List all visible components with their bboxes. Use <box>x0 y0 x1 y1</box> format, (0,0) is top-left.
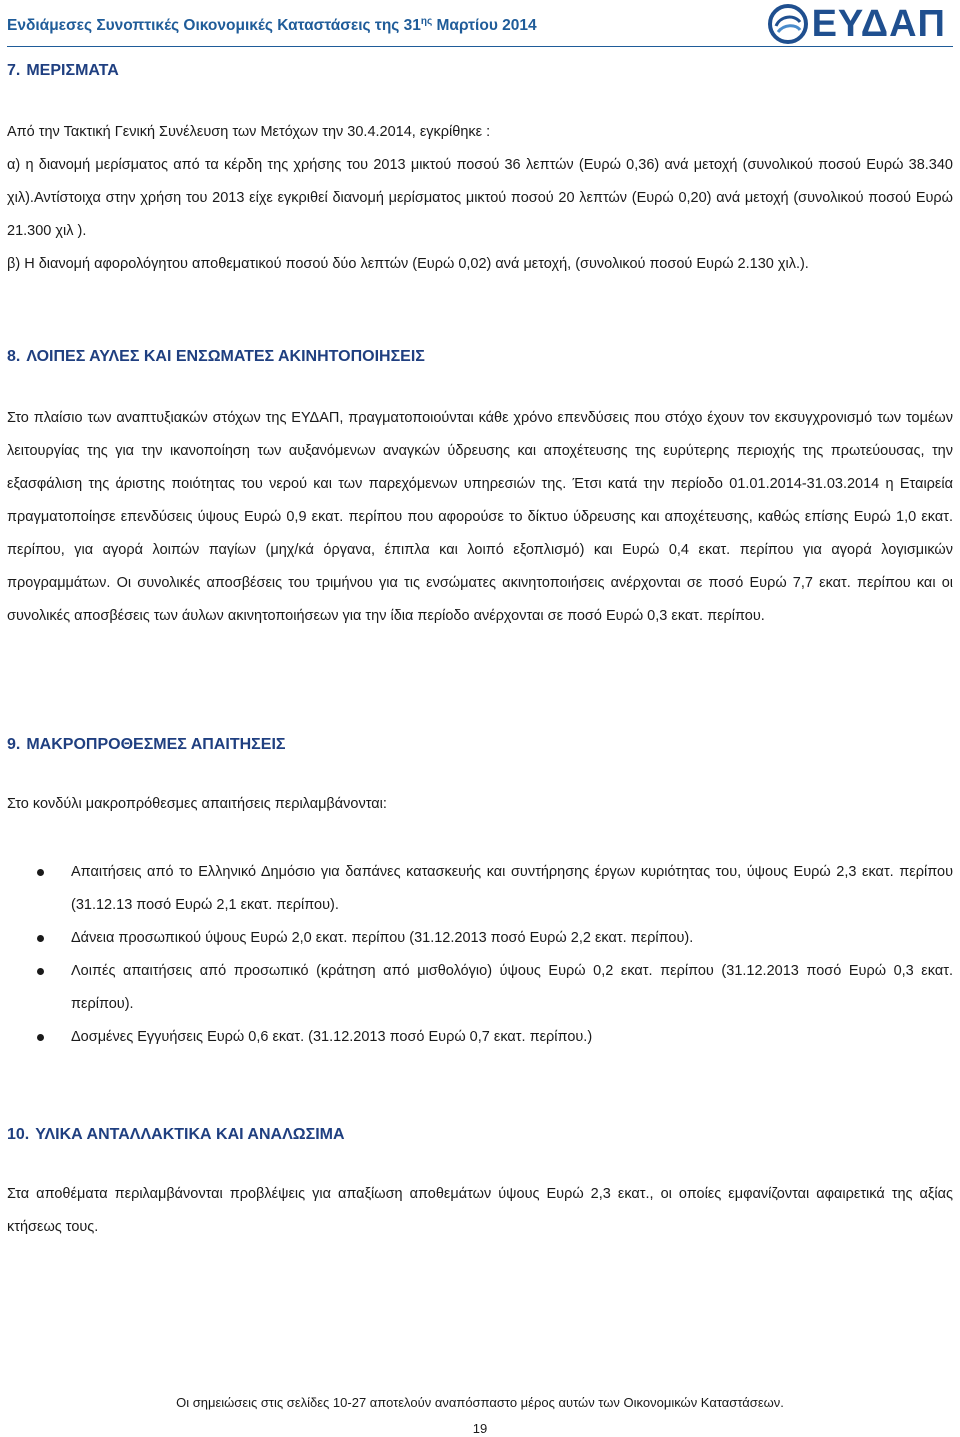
section-8-body <box>7 402 953 633</box>
section-7-line-1: Από την Τακτική Γενική Συνέλευση των Μετόχων την 30.4.2014, εγκρίθηκε : <box>7 124 491 140</box>
header-divider <box>7 46 953 47</box>
bullet-icon <box>37 869 44 876</box>
section-7-heading: ΜΕΡΙΣΜΑΤΑ <box>26 62 119 79</box>
bullet-icon <box>37 1034 44 1041</box>
report-title-main: Ενδιάμεσες Συνοπτικές Οικονομικές Καταστάσεις της 31 <box>7 17 421 34</box>
list-item-text: Δάνεια προσωπικού ύψους Ευρώ 2,0 εκατ. περίπου (31.12.2013 ποσό Ευρώ 2,2 εκατ. περίπου). <box>71 930 694 946</box>
logo-wordmark: ΕΥΔΑΠ <box>811 3 946 45</box>
list-item <box>7 955 953 1021</box>
section-9-title <box>7 736 286 754</box>
list-item <box>7 1021 953 1054</box>
section-10-paragraph: Στα αποθέματα περιλαμβάνονται προβλέψεις για απαξίωση αποθεμάτων ύψους Ευρώ 2,3 εκατ., οι οποίες εμφανίζονται αφαιρετικά της αξίας κτήσεως τους. <box>7 1186 953 1235</box>
section-7-line-2: α) η διανομή μερίσματος από τα κέρδη της χρήσης του 2013 μικτού ποσού 36 λεπτών (Ευρώ 0,36) ανά μετοχή (συνολικού ποσού Ευρώ 38.340 χιλ).Αντίστοιχα στην χρήση του 2013 είχε εγκριθεί διανομή μερίσματος μικτού ποσού 20 λεπτών (Ευρώ 0,20) ανά μετοχή (συνολικού ποσού Ευρώ 21.300 χιλ ). <box>7 157 953 239</box>
section-8-paragraph: Στο πλαίσιο των αναπτυξιακών στόχων της ΕΥΔΑΠ, πραγματοποιούνται κάθε χρόνο επενδύσεις που στόχο έχουν τον εκσυγχρονισμό των τομέων λειτουργίας της για την ικανοποίηση των αυξανόμενων αναγκών ύδρευσης και αποχέτευσης της ευρύτερης περιοχής της πρωτεύουσας, την εξασφάλιση της άριστης ποιότητας του νερού και των παρεχόμενων υπηρεσιών της. Έτσι κατά την περίοδο 01.01.2014-31.03.2014 η Εταιρεία πραγματοποίησε επενδύσεις ύψους Ευρώ 0,9 εκατ. περίπου που αφορούσε το δίκτυο ύδρευσης και αποχέτευσης, καθώς επίσης Ευρώ 1,0 εκατ. περίπου, για αγορά λοιπών παγίων (μηχ/κά όργανα, έπιπλα και λοιπό εξοπλισμό) και Ευρώ 0,4 εκατ. περίπου για αγορά λογισμικών προγραμμάτων. Οι συνολικές αποσβέσεις του τριμήνου για τις ενσώματες ακινητοποιήσεις ανέρχονται σε ποσό Ευρώ 7,7 εκατ. περίπου και οι συνολικές αποσβέσεις των άυλων ακινητοποιήσεων για την ίδια περίοδο ανέρχονται σε ποσό Ευρώ 0,3 εκατ. περίπου. <box>7 410 953 624</box>
footer-note: Οι σημειώσεις στις σελίδες 10-27 αποτελούν αναπόσπαστο μέρος αυτών των Οικονομικών Καταστάσεων. <box>176 1395 784 1410</box>
list-item-text: Λοιπές απαιτήσεις από προσωπικό (κράτηση από μισθολόγιο) ύψους Ευρώ 0,2 εκατ. περίπου (31.12.2013 ποσό Ευρώ 0,3 εκατ. περίπου). <box>71 963 953 1012</box>
page-header <box>0 0 960 48</box>
list-item <box>7 922 953 955</box>
section-7-number: 7. <box>7 62 21 79</box>
section-8-heading: ΛΟΙΠΕΣ ΑΥΛΕΣ ΚΑΙ ΕΝΣΩΜΑΤΕΣ ΑΚΙΝΗΤΟΠΟΙΗΣΕΙΣ <box>26 348 425 365</box>
section-9-list <box>7 856 953 1054</box>
section-9-number: 9. <box>7 736 21 753</box>
section-10-body <box>7 1178 953 1244</box>
section-7-title <box>7 62 119 80</box>
bullet-icon <box>37 935 44 942</box>
section-8-title <box>7 348 425 366</box>
page-number: 19 <box>472 1421 488 1436</box>
section-10-heading: ΥΛΙΚΑ ΑΝΤΑΛΛΑΚΤΙΚΑ ΚΑΙ ΑΝΑΛΩΣΙΜΑ <box>35 1126 345 1143</box>
report-title <box>7 16 537 35</box>
company-logo <box>768 4 946 44</box>
bullet-icon <box>37 968 44 975</box>
section-8-number: 8. <box>7 348 21 365</box>
section-7-body <box>7 116 953 281</box>
section-10-title <box>7 1126 345 1144</box>
report-title-ordinal: ης <box>420 16 433 27</box>
section-9-intro <box>7 788 953 821</box>
section-9-intro-text: Στο κονδύλι μακροπρόθεσμες απαιτήσεις περιλαμβάνονται: <box>7 796 387 812</box>
list-item-text: Δοσμένες Εγγυήσεις Ευρώ 0,6 εκατ. (31.12.2013 ποσό Ευρώ 0,7 εκατ. περίπου.) <box>71 1029 593 1045</box>
list-item-text: Απαιτήσεις από το Ελληνικό Δημόσιο για δαπάνες κατασκευής και συντήρησης έργων κυριότητας του, ύψους Ευρώ 2,3 εκατ. περίπου (31.12.13 ποσό Ευρώ 2,1 εκατ. περίπου). <box>71 864 953 913</box>
section-10-number: 10. <box>7 1126 30 1143</box>
section-7-line-3: β) Η διανομή αφορολόγητου αποθεματικού ποσού δύο λεπτών (Ευρώ 0,02) ανά μετοχή, (συνολικού ποσού Ευρώ 2.130 χιλ.). <box>7 256 809 272</box>
report-title-month: Μαρτίου 2014 <box>432 17 537 34</box>
list-item <box>7 856 953 922</box>
logo-swirl-icon <box>768 4 808 44</box>
section-9-heading: ΜΑΚΡΟΠΡΟΘΕΣΜΕΣ ΑΠΑΙΤΗΣΕΙΣ <box>26 736 286 753</box>
